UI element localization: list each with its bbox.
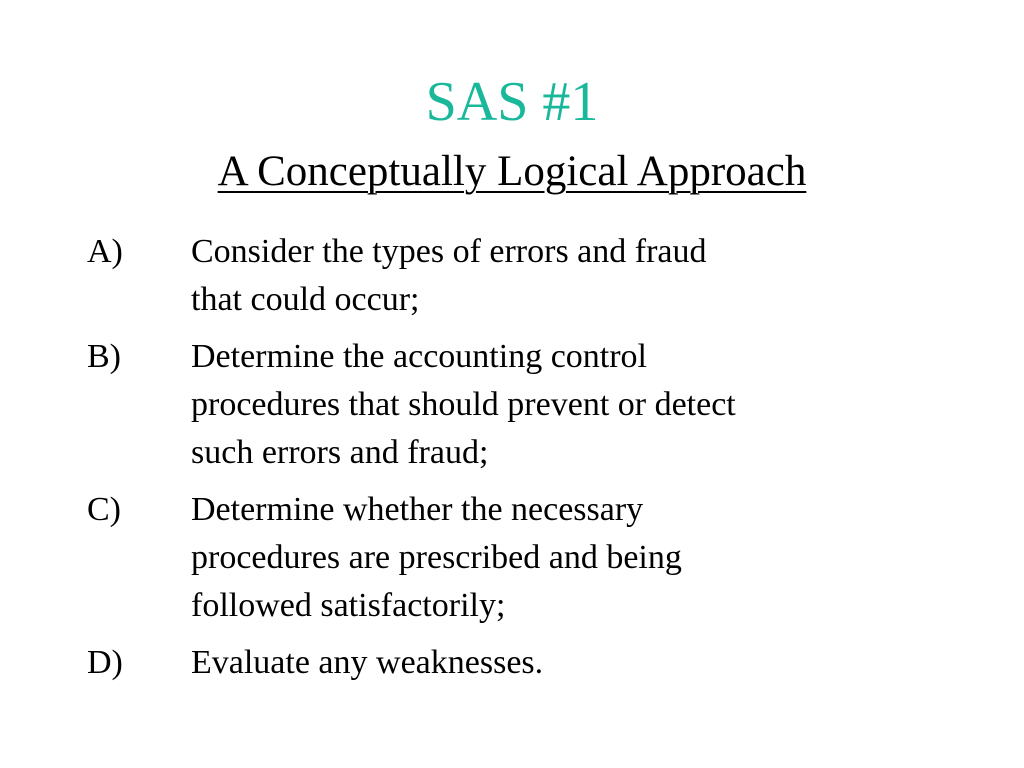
- slide-subtitle: [0, 146, 1024, 198]
- list-item-c: [87, 486, 947, 630]
- list-marker: A): [87, 233, 123, 270]
- list-item-text: [191, 486, 851, 630]
- list-item-line: Determine the accounting control: [191, 338, 647, 375]
- list-item-text: [191, 639, 851, 687]
- list-item-line: procedures that should prevent or detect: [191, 386, 736, 423]
- list-item-line: Evaluate any weaknesses.: [191, 644, 544, 681]
- list-marker: B): [87, 338, 121, 375]
- list-marker: D): [87, 644, 123, 681]
- list-item-line: followed satisfactorily;: [191, 587, 506, 624]
- list-item-line: that could occur;: [191, 281, 420, 318]
- list-item-text: [191, 228, 851, 324]
- list-item-text: [191, 333, 851, 477]
- list-item-line: Determine whether the necessary: [191, 491, 644, 528]
- bullet-list: [87, 228, 947, 696]
- list-item-a: [87, 228, 947, 324]
- list-item-d: [87, 639, 947, 687]
- list-item-b: [87, 333, 947, 477]
- slide-title: SAS #1: [425, 71, 599, 133]
- list-item-line: procedures are prescribed and being: [191, 539, 682, 576]
- list-marker: C): [87, 491, 121, 528]
- list-item-line: such errors and fraud;: [191, 434, 489, 471]
- subtitle-text: A Conceptually Logical Approach: [217, 148, 807, 195]
- list-item-line: Consider the types of errors and fraud: [191, 233, 707, 270]
